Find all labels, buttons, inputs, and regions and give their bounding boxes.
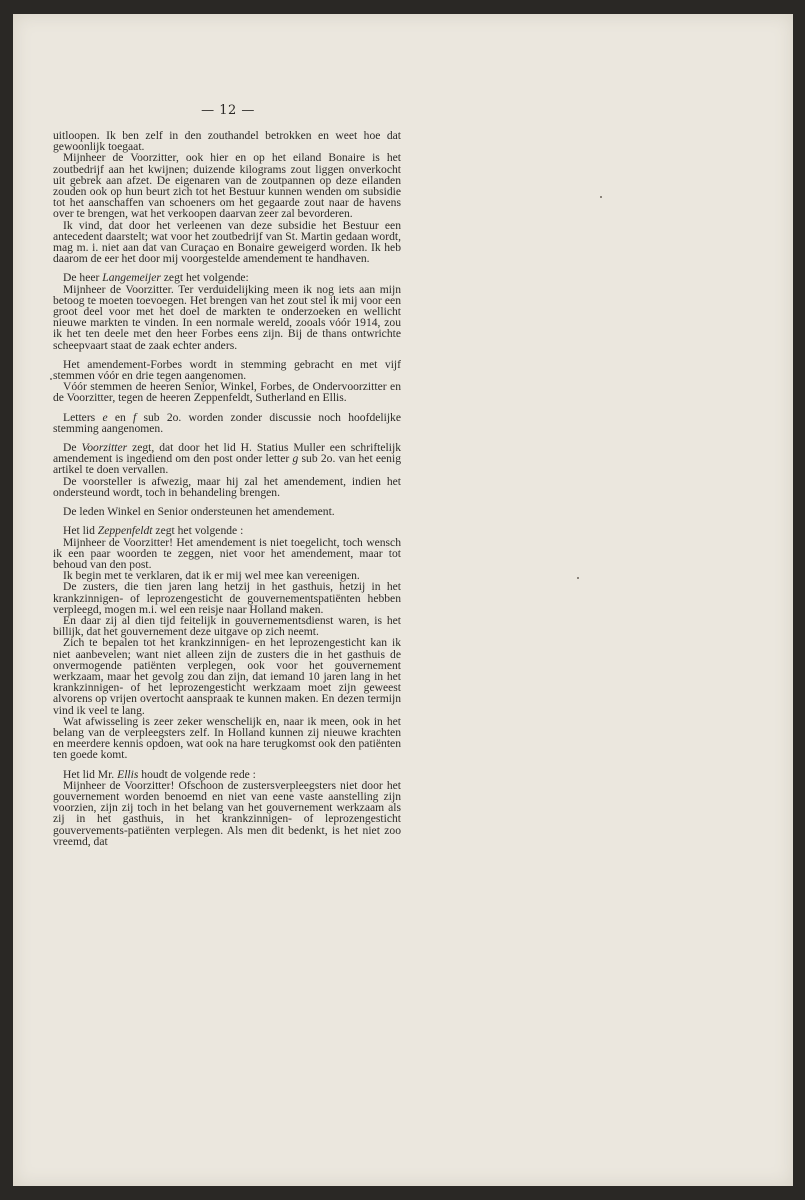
paragraph: Het amendement-Forbes wordt in stemming gebracht en met vijf stemmen vóór en drie tegen aangenomen. (53, 357, 401, 383)
speaker-name: Ellis (117, 767, 139, 781)
paper-speck (600, 196, 602, 198)
paragraph: En daar zij al dien tijd feitelijk in gouvernementsdienst waren, is het billijk, dat het gouvernement deze uitgave op zich neemt. (53, 613, 401, 639)
paragraph: Mijnheer de Voorzitter, ook hier en op het eiland Bonaire is het zoutbedrijf aan het kwijnen; duizende kilograms zout liggen onverkocht uit gebrek aan afzet. De eigenaren van de zoutpannen op deze eilanden zouden ook op hun beurt zich tot het Bestuur kunnen wenden om subsidie tot het aanschaffen van schoeners om het gegaarde zout naar de havens over te brengen, wat het verkoopen daarvan zeer zal bevorderen. (53, 151, 401, 221)
speaker-intro: Het lid Mr. Ellis houdt de volgende rede : (63, 767, 256, 781)
paragraph: De leden Winkel en Senior ondersteunen het amendement. (63, 505, 335, 519)
speaker-intro: De heer Langemeijer zegt het volgende: (63, 271, 249, 285)
paragraph: Mijnheer de Voorzitter! Ofschoon de zustersverpleegsters niet door het gouvernement worden benoemd en niet van eene vaste aanstelling zijn voorzien, zijn zij toch in het belang van het gouvernement werkzaam als zij in het gasthuis, in het krankzinnigen- of leprozengesticht gouvervements-patiënten verplegen. Als men dit bedenkt, is het niet zoo vreemd, dat (53, 778, 401, 848)
speaker-name: Zeppenfeldt (97, 524, 153, 538)
paragraph: Wat afwisseling is zeer zeker wenschelijk en, naar ik meen, ook in het belang van de verpleegsters zelf. In Holland kunnen zij nieuwe krachten en meerdere kennis opdoen, wat ook na hare terugkomst ook den patiënten ten goede komt. (53, 714, 401, 762)
paper-speck (50, 378, 52, 380)
page-number: — 12 — (201, 103, 255, 118)
paragraph: Mijnheer de Voorzitter! Het amendement is niet toegelicht, toch wensch ik een paar woorden te zeggen, niet voor het amendement, maar tot behoud van den post. (53, 535, 401, 571)
paragraph: Ik vind, dat door het verleenen van deze subsidie het Bestuur een antecedent daarstelt; wat voor het zoutbedrijf van St. Martin gedaan wordt, mag m. i. niet aan dat van Curaçao en Bonaire geweigerd worden. Ik heb daarom de eer het door mij voorgestelde amendement te handhaven. (53, 218, 401, 266)
paragraph: Vóór stemmen de heeren Senior, Winkel, Forbes, de Ondervoorzitter en de Voorzitter, tegen de heeren Zeppenfeldt, Sutherland en Ellis. (53, 380, 401, 405)
paragraph: uitloopen. Ik ben zelf in den zouthandel betrokken en weet hoe dat gewoonlijk toegaat. (53, 129, 401, 154)
paragraph: De voorsteller is afwezig, maar hij zal het amendement, indien het ondersteund wordt, toch in behandeling brengen. (53, 474, 401, 499)
speaker-intro: Het lid Zeppenfeldt zegt het volgende : (63, 524, 244, 538)
body-text (53, 130, 401, 847)
paragraph: Letters e en f sub 2o. worden zonder discussie noch hoofdelijke stemming aangenomen. (53, 410, 402, 435)
paragraph: Mijnheer de Voorzitter. Ter verduidelijking meen ik nog iets aan mijn betoog te moeten toevoegen. Het brengen van het zout stel ik mij voor een groot deel voor met het doel de markten te onderzoeken en wellicht nieuwe markten te vinden. In een normale wereld, zooals vóór 1914, zou ik het ten deele met den heer Forbes eens zijn. Bij de thans ontwrichte scheepvaart staat de zaak echter anders. (53, 282, 401, 352)
paragraph: Ik begin met te verklaren, dat ik er mij wel mee kan vereenigen. (63, 569, 360, 583)
paragraph: Zich te bepalen tot het krankzinnigen- en het leprozengesticht kan ik niet aanbevelen; want niet alleen zijn de zusters die in het gasthuis de onvermogende patiënten verplegen, ook voor het gouvernement werkzaam, maar het gevolg zou dan zijn, dat iemand 10 jaren lang in het krankzinnigen- of het leprozengesticht werkzaam moet zijn geweest alvorens op vrijen overtocht aanspraak te kunnen maken. En dezen termijn vind ik veel te lang. (53, 636, 401, 717)
speaker-name: Voorzitter (81, 441, 128, 455)
speaker-name: Langemeijer (102, 271, 161, 285)
speaker-intro: De Voorzitter zegt, dat door het lid H. Statius Muller een schriftelijk amendement is ingediend om den post onder letter g sub 2o. van het eenig artikel te doen vervallen. (53, 441, 402, 477)
paper-speck (577, 577, 579, 579)
paragraph: De zusters, die tien jaren lang hetzij in het gasthuis, hetzij in het krankzinnigen- of leprozengesticht de gouvernementspatiënten hebben verpleegd, mogen m.i. wel een reisje naar Holland maken. (53, 580, 401, 616)
